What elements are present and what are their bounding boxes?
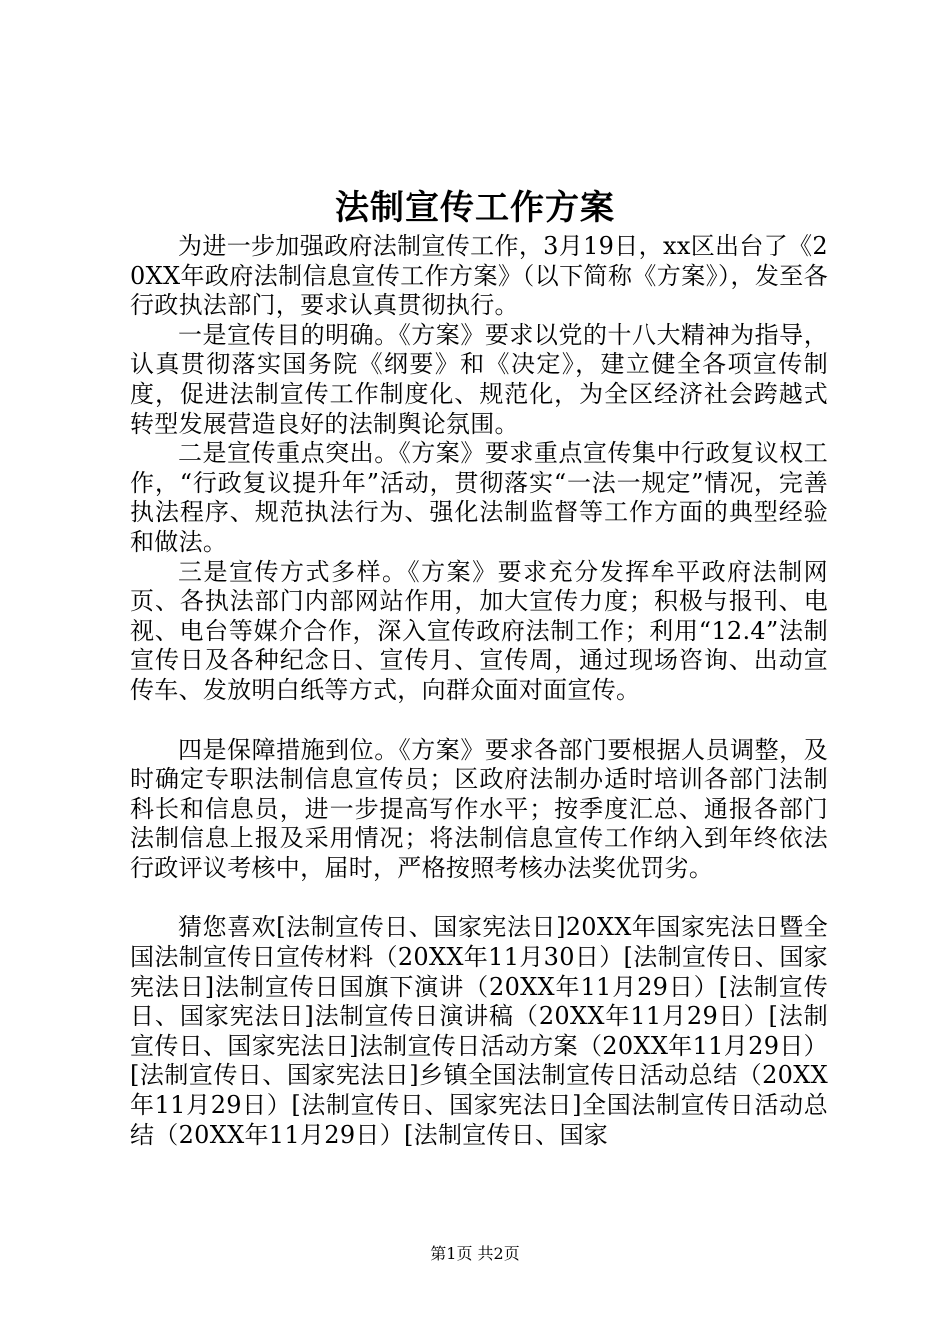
paragraph-point-one: 一是宣传目的明确。《方案》要求以党的十八大精神为指导，认真贯彻落实国务院《纲要》和《决定》，建立健全各项宣传制度，促进法制宣传工作制度化、规范化，为全区经济社会跨越式转型发展营造良好的法制舆论氛围。 — [130, 320, 828, 438]
paragraph-intro: 为进一步加强政府法制宣传工作，3月19日，xx区出台了《20XX年政府法制信息宣传工作方案》（以下简称《方案》），发至各行政执法部门，要求认真贯彻执行。 — [130, 232, 828, 320]
paragraph-spacer — [130, 883, 828, 913]
paragraph-related-links: 猜您喜欢[法制宣传日、国家宪法日]20XX年国家宪法日暨全国法制宣传日宣传材料（20XX年11月30日）[法制宣传日、国家宪法日]法制宣传日国旗下演讲（20XX年11月29日）[法制宣传日、国家宪法日]法制宣传日演讲稿（20XX年11月29日）[法制宣传日、国家宪法日]法制宣传日活动方案（20XX年11月29日）[法制宣传日、国家宪法日]乡镇全国法制宣传日活动总结（20XX年11月29日）[法制宣传日、国家宪法日]全国法制宣传日活动总结（20XX年11月29日）[法制宣传日、国家 — [130, 913, 828, 1149]
document-body — [130, 232, 828, 1150]
page-number-footer: 第1页 共2页 — [430, 1244, 520, 1263]
paragraph-point-three: 三是宣传方式多样。《方案》要求充分发挥牟平政府法制网页、各执法部门内部网站作用，加大宣传力度；积极与报刊、电视、电台等媒介合作，深入宣传政府法制工作；利用“12.4”法制宣传日及各种纪念日、宣传月、宣传周，通过现场咨询、出动宣传车、发放明白纸等方式，向群众面对面宣传。 — [130, 557, 828, 704]
paragraph-point-four: 四是保障措施到位。《方案》要求各部门要根据人员调整，及时确定专职法制信息宣传员；区政府法制办适时培训各部门法制科长和信息员，进一步提高写作水平；按季度汇总、通报各部门法制信息上报及采用情况；将法制信息宣传工作纳入到年终依法行政评议考核中，届时，严格按照考核办法奖优罚劣。 — [130, 735, 828, 882]
document-title: 法制宣传工作方案 — [335, 188, 615, 228]
paragraph-spacer — [130, 706, 828, 736]
paragraph-point-two: 二是宣传重点突出。《方案》要求重点宣传集中行政复议权工作，“行政复议提升年”活动，贯彻落实“一法一规定”情况，完善执法程序、规范执法行为、强化法制监督等工作方面的典型经验和做法。 — [130, 439, 828, 556]
